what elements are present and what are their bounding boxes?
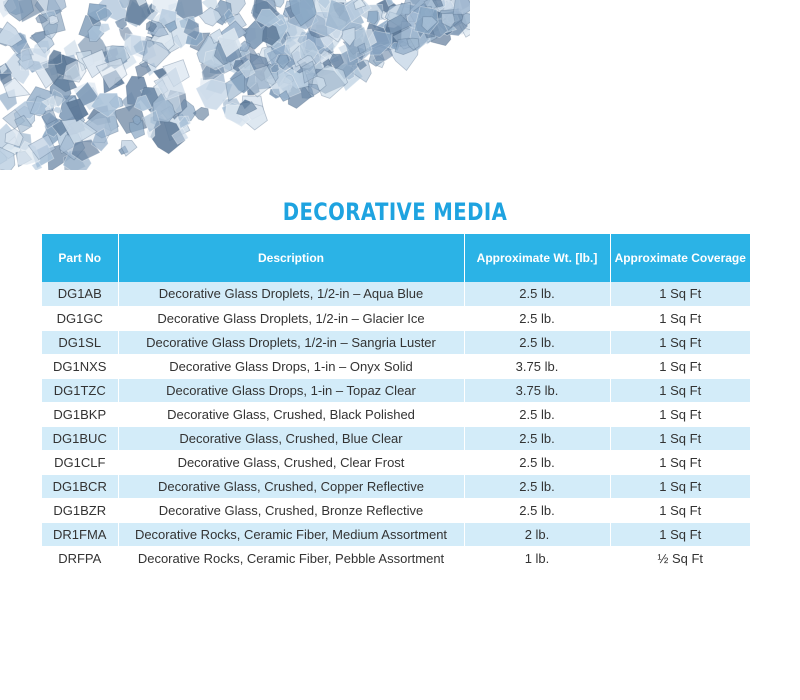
crushed-glass-photo xyxy=(0,0,470,170)
cell-description: Decorative Rocks, Ceramic Fiber, Medium Assortment xyxy=(118,522,464,546)
cell-weight: 2.5 lb. xyxy=(464,426,610,450)
cell-coverage: 1 Sq Ft xyxy=(610,330,750,354)
cell-description: Decorative Glass, Crushed, Bronze Reflective xyxy=(118,498,464,522)
cell-weight: 2.5 lb. xyxy=(464,450,610,474)
glass-shard xyxy=(193,107,209,120)
header-approximate-weight: Approximate Wt. [lb.] xyxy=(464,234,610,282)
glass-shard xyxy=(453,0,470,14)
cell-part-no: DG1BZR xyxy=(42,498,118,522)
cell-part-no: DG1GC xyxy=(42,306,118,330)
table-row xyxy=(42,378,750,402)
cell-description: Decorative Glass Droplets, 1/2-in – Glacier Ice xyxy=(118,306,464,330)
cell-coverage: 1 Sq Ft xyxy=(610,426,750,450)
table-row xyxy=(42,474,750,498)
decorative-media-table xyxy=(42,234,750,571)
cell-description: Decorative Glass Drops, 1-in – Topaz Clear xyxy=(118,378,464,402)
cell-description: Decorative Glass Droplets, 1/2-in – Aqua Blue xyxy=(118,282,464,306)
table-row xyxy=(42,522,750,546)
cell-weight: 1 lb. xyxy=(464,546,610,570)
header-approximate-coverage: Approximate Coverage xyxy=(610,234,750,282)
cell-coverage: 1 Sq Ft xyxy=(610,522,750,546)
cell-weight: 2 lb. xyxy=(464,522,610,546)
cell-coverage: 1 Sq Ft xyxy=(610,282,750,306)
cell-coverage: 1 Sq Ft xyxy=(610,474,750,498)
header-description: Description xyxy=(118,234,464,282)
table-row xyxy=(42,546,750,570)
cell-description: Decorative Glass, Crushed, Black Polished xyxy=(118,402,464,426)
table-row xyxy=(42,354,750,378)
table-row xyxy=(42,450,750,474)
glass-shard xyxy=(135,62,151,79)
cell-coverage: 1 Sq Ft xyxy=(610,354,750,378)
cell-part-no: DG1BKP xyxy=(42,402,118,426)
table-row xyxy=(42,282,750,306)
cell-part-no: DG1NXS xyxy=(42,354,118,378)
table-header-row xyxy=(42,234,750,282)
cell-part-no: DG1AB xyxy=(42,282,118,306)
cell-description: Decorative Glass Drops, 1-in – Onyx Solid xyxy=(118,354,464,378)
page-title: DECORATIVE MEDIA xyxy=(282,198,508,226)
cell-weight: 2.5 lb. xyxy=(464,498,610,522)
cell-weight: 3.75 lb. xyxy=(464,378,610,402)
cell-part-no: DG1BUC xyxy=(42,426,118,450)
cell-weight: 2.5 lb. xyxy=(464,306,610,330)
table-row xyxy=(42,426,750,450)
cell-weight: 2.5 lb. xyxy=(464,474,610,498)
cell-weight: 2.5 lb. xyxy=(464,282,610,306)
cell-part-no: DR1FMA xyxy=(42,522,118,546)
cell-weight: 3.75 lb. xyxy=(464,354,610,378)
table-row xyxy=(42,306,750,330)
cell-weight: 2.5 lb. xyxy=(464,330,610,354)
table-row xyxy=(42,402,750,426)
cell-part-no: DG1TZC xyxy=(42,378,118,402)
cell-part-no: DG1BCR xyxy=(42,474,118,498)
cell-part-no: DG1CLF xyxy=(42,450,118,474)
cell-description: Decorative Rocks, Ceramic Fiber, Pebble Assortment xyxy=(118,546,464,570)
cell-description: Decorative Glass, Crushed, Clear Frost xyxy=(118,450,464,474)
cell-coverage: 1 Sq Ft xyxy=(610,378,750,402)
cell-coverage: 1 Sq Ft xyxy=(610,450,750,474)
cell-coverage: 1 Sq Ft xyxy=(610,402,750,426)
header-part-no: Part No xyxy=(42,234,118,282)
glass-shard xyxy=(21,48,49,71)
cell-part-no: DRFPA xyxy=(42,546,118,570)
table-row xyxy=(42,330,750,354)
cell-coverage: ½ Sq Ft xyxy=(610,546,750,570)
cell-part-no: DG1SL xyxy=(42,330,118,354)
cell-coverage: 1 Sq Ft xyxy=(610,306,750,330)
table-row xyxy=(42,498,750,522)
cell-description: Decorative Glass, Crushed, Blue Clear xyxy=(118,426,464,450)
cell-coverage: 1 Sq Ft xyxy=(610,498,750,522)
cell-weight: 2.5 lb. xyxy=(464,402,610,426)
cell-description: Decorative Glass, Crushed, Copper Reflective xyxy=(118,474,464,498)
cell-description: Decorative Glass Droplets, 1/2-in – Sangria Luster xyxy=(118,330,464,354)
